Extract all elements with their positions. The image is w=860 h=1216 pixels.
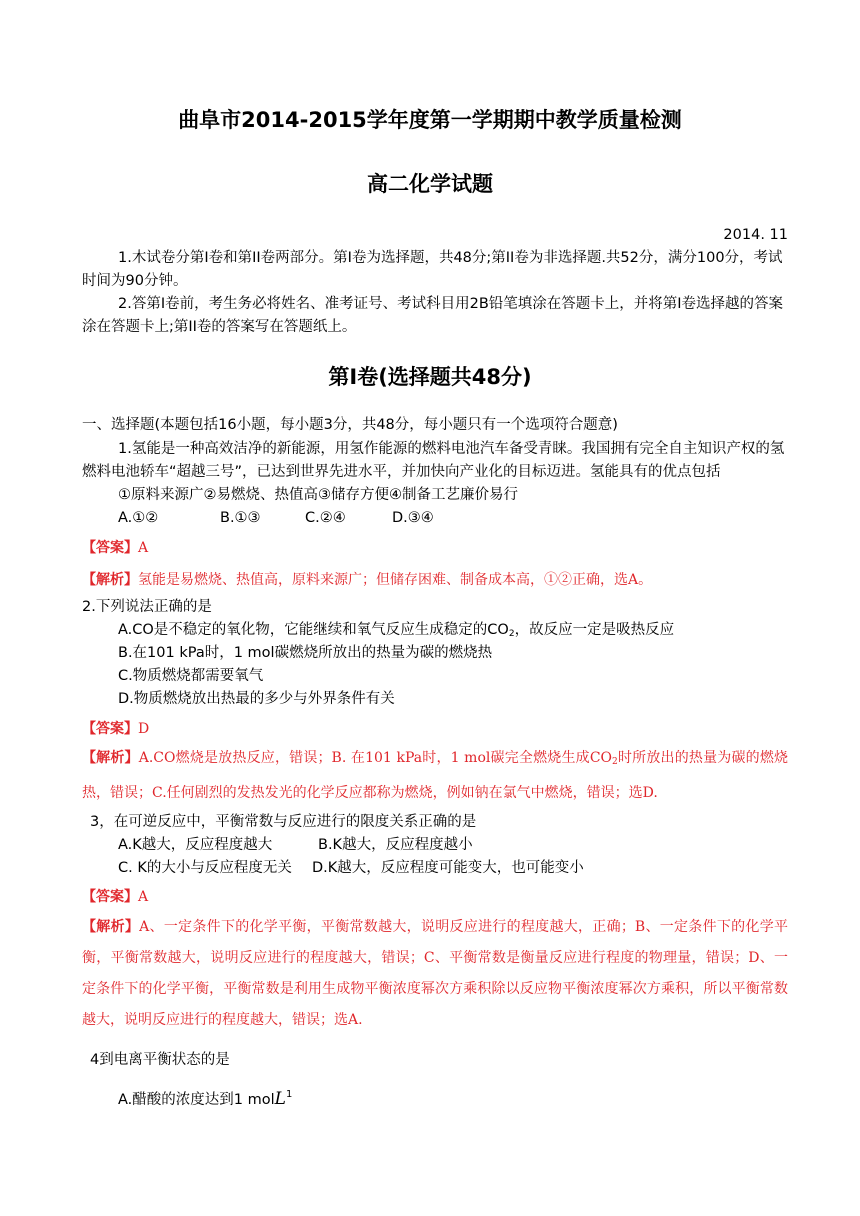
question-4-option-a bbox=[118, 1083, 292, 1112]
question-3-option-b: B.K越大，反应程度越小 bbox=[318, 837, 473, 853]
option-a-text-end: ，故反应一定是吸热反应 bbox=[514, 622, 675, 638]
analysis-tag: 【解析】 bbox=[82, 750, 139, 766]
answer-tag: 【答案】 bbox=[82, 540, 138, 556]
analysis-tag: 【解析】 bbox=[82, 572, 138, 588]
option-a-text: A.CO是不稳定的氧化物，它能继续和氧气反应生成稳定的CO bbox=[118, 622, 509, 638]
answer-value: A bbox=[138, 540, 149, 556]
question-1-stem: 1.氢能是一种高效洁净的新能源，用氢作能源的燃料电池汽车备受青睐。我国拥有完全自主知识产权的氢燃料电池轿车“超越三号”，已达到世界先进水平，并加快向产业化的目标迈进。氢能具有的优点包括 bbox=[82, 441, 785, 480]
analysis-text: A.CO燃烧是放热反应，错误；B. 在101 kPa时，1 mol碳完全燃烧生成CO bbox=[138, 750, 613, 766]
analysis-text-end: 时所放出的热量为碳的燃烧热，错误；C.任何剧烈的发热发光的化学反应都称为燃烧，例如钠在氯气中燃烧，错误；选D. bbox=[82, 750, 789, 801]
question-2-answer bbox=[82, 718, 149, 738]
analysis-text: A、一定条件下的化学平衡，平衡常数越大，说明反应进行的程度越大，正确；B、一定条件下的化学平衡，平衡常数越大，说明反应进行的程度越大，错误；C、平衡常数是衡量反应进行程度的物理量，错误；D、一定条件下的化学平衡，平衡常数是利用生成物平衡浓度幂次方乘积除以反应物平衡浓度幂次方乘积，所以平衡常数越大，说明反应进行的程度越大，错误；选A. bbox=[82, 919, 788, 1028]
question-4-stem: 4到电离平衡状态的是 bbox=[90, 1052, 230, 1068]
answer-tag: 【答案】 bbox=[82, 889, 138, 905]
section-title: 第I卷(选择题共48分) bbox=[328, 365, 532, 389]
subscript: 2 bbox=[612, 757, 618, 767]
question-1-option-a: A.①② bbox=[118, 510, 159, 526]
exam-date: 2014. 11 bbox=[723, 227, 788, 243]
note-2: 2.答第I卷前，考生务必将姓名、准考证号、考试科目用2B铅笔填涂在答题卡上，并将第I卷选择越的答案涂在答题卡上;第II卷的答案写在答题纸上。 bbox=[82, 296, 784, 335]
unit-symbol: L bbox=[274, 1089, 286, 1109]
answer-value: D bbox=[138, 721, 150, 737]
question-3-analysis bbox=[82, 912, 788, 1036]
section-intro: 一、选择题(本题包括16小题，每小题3分，共48分，每小题只有一个选项符合题意) bbox=[82, 417, 618, 433]
option-a-text: A.醋酸的浓度达到1 mol bbox=[118, 1092, 275, 1108]
question-1-analysis bbox=[82, 569, 652, 589]
question-2-option-c: C.物质燃烧都需要氧气 bbox=[118, 668, 264, 684]
note-1: 1.木试卷分第I卷和第II卷两部分。第I卷为选择题，共48分;第II卷为非选择题.共52分，满分100分，考试时间为90分钟。 bbox=[82, 250, 783, 289]
analysis-text: 氢能是易燃烧、热值高，原料来源广；但储存困难、制备成本高，①②正确，选A。 bbox=[138, 572, 653, 588]
subscript: 2 bbox=[508, 629, 515, 639]
question-1-items: ①原料来源广②易燃烧、热值高③储存方便④制备工艺廉价易行 bbox=[118, 487, 518, 503]
superscript: 1 bbox=[285, 1089, 293, 1100]
answer-tag: 【答案】 bbox=[82, 721, 138, 737]
question-3-option-a: A.K越大，反应程度越大 bbox=[118, 837, 273, 853]
question-1-option-d: D.③④ bbox=[392, 510, 434, 526]
question-3-option-d: D.K越大，反应程度可能变大，也可能变小 bbox=[312, 860, 584, 876]
analysis-tag: 【解析】 bbox=[82, 919, 140, 935]
question-3-stem: 3，在可逆反应中，平衡常数与反应进行的限度关系正确的是 bbox=[90, 814, 477, 830]
page-title: 曲阜市2014-2015学年度第一学期期中教学质量检测 bbox=[178, 108, 682, 132]
question-3-answer bbox=[82, 886, 148, 906]
question-1-option-b: B.①③ bbox=[220, 510, 261, 526]
question-1-option-c: C.②④ bbox=[305, 510, 346, 526]
question-1-answer bbox=[82, 537, 148, 557]
question-2-analysis bbox=[82, 743, 788, 809]
question-2-option-b: B.在101 kPa时，1 mol碳燃烧所放出的热量为碳的燃烧热 bbox=[118, 645, 493, 661]
question-2-option-d: D.物质燃烧放出热最的多少与外界条件有关 bbox=[118, 691, 395, 707]
answer-value: A bbox=[138, 889, 149, 905]
question-3-option-c: C. K的大小与反应程度无关 bbox=[118, 860, 292, 876]
question-2-stem: 2.下列说法正确的是 bbox=[82, 599, 212, 615]
page-subtitle: 高二化学试题 bbox=[367, 172, 493, 196]
